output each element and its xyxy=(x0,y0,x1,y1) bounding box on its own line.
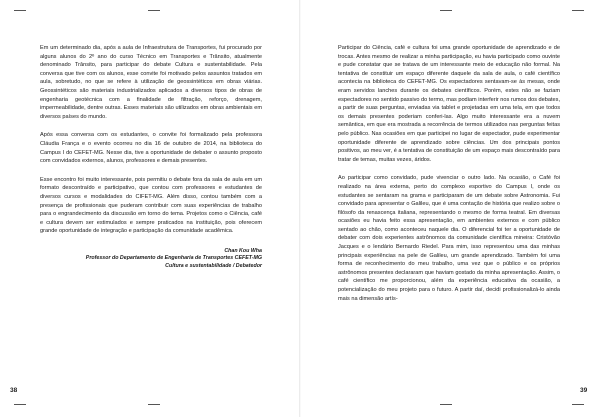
signature-name: Chan Kou Wha xyxy=(224,247,262,254)
paragraph: Participar do Ciência, café e cultura foi uma grande oportunidade de aprendizado e de trocas. Antes mesmo de realizar a minha participação, eu havia participado como ouvinte e pude constatar que se tratava de um interessante meio de educação não formal. Na tentativa de constituir um espaço diferente daquele da sala de aula, o café científico acontecia na biblioteca do CEFET-MG. Os espectadores sentavam-se às mesas, onde eram servidos lanches durante os debates científicos. Porém, estes não se faziam espectadores no sentido passivo do termo, mas podiam interferir nos rumos dos debates, a partir de suas perguntas, enviadas via tablet e projetadas em uma tela, em que todos os demais presentes poderiam conferi-las. Algo muito interessante era a nuvem semântica, em que era mostrada a recorrência de termos utilizados nas perguntas feitas pelo público. Nas ocasiões em que participei no lugar de espectador, pude experimentar oportunidade diferente de aprendizado sobre ciências. Um dos principais pontos positivos, ao meu ver, é a tentativa de constituição de um espaço mais descontraído para tratar de temas, muitas vezes, áridos. xyxy=(338,45,561,163)
paragraph: Em um determinado dia, após a aula de Infraestrutura de Transportes, fui procurado por alguns alunos do 2º ano do curso Técnico em Transportes e Trânsito, atualmente denominado Trânsito, para participar do debate Cultura e sustentabilidade. Pela conversa que tive com os alunos, esse convite foi motivado pelos assuntos tratados em aula, sobretudo, no que se refere à utilização de geossintéticos em obras viárias. Geossintéticos são materiais industrializados aplicados a diversos tipos de obras de engenharia geotécnica com a finalidade de filtração, reforço, drenagem, impermeabilidade, dentre outras. Esses materiais são utilizados em obras ambientais em diversos países do mundo. xyxy=(40,45,262,120)
crop-mark xyxy=(148,10,160,11)
crop-mark xyxy=(572,404,584,405)
right-text-column xyxy=(338,44,560,313)
signature-event: Cultura e sustentabilidade / Debatedor xyxy=(165,263,262,270)
signature-block xyxy=(40,248,262,271)
page-number: 39 xyxy=(580,387,588,394)
signature-role: Professor do Departamento de Engenharia de Transportes CEFET-MG xyxy=(85,255,262,262)
right-page xyxy=(300,0,600,417)
page-number: 38 xyxy=(10,387,18,394)
crop-mark xyxy=(14,10,26,11)
paragraph: Esse encontro foi muito interessante, pois permitiu o debate fora da sala de aula em um formato descontraído e participativo, que contou com professores e estudantes de diversos cursos e modalidades do CIFET-MG. Além disso, contou também com a presença de profissionais que puderam contribuir com suas experiências de trabalho para o engrandecimento da discussão em torno do tema. Projetos como o Ciência, café e cultura devem ser estimulados e sempre praticados na instituição, pois oferecem grande oportunidade de integração e participação da comunidade acadêmica. xyxy=(40,176,262,235)
crop-mark xyxy=(14,404,26,405)
crop-mark xyxy=(148,404,160,405)
paragraph: Ao participar como convidado, pude vivenciar o outro lado. Na ocasião, o Café foi realizado na área externa, perto do complexo esportivo do Campus I, onde os estudantes se sentaram na grama e participaram de um debate sobre Astronomia. Fui convidado para apresentar o Galileu, que é uma contação de história que realizo sobre o filósofo da renascença italiana, representando o mesmo de forma teatral. Em diversas ocasiões eu havia feito essa apresentação, em ambientes externos e com público sentado ao chão, como aconteceu naquele dia. O diferencial foi ter a oportunidade de debater com dois experientes astrônomos da comunidade científica mineira: Cristóvão Jacques e o lendário Bernardo Riedel. Para mim, isso representou uma das minhas principais experiências na pele de Galileu, um grande aprendizado. Também foi uma forma de reconhecimento do meu trabalho, uma vez que o público e os próprios astrônomos presentes declararam que haviam gostado da minha apresentação. Assim, o café científico me proporcionou, além da experiência educativa da ocasião, a potencialização do meu projeto para o futuro. A partir daí, decidi profissionalizá-lo ainda mais na dimensão artís- xyxy=(338,175,560,302)
crop-mark xyxy=(440,10,452,11)
paragraph: Após essa conversa com os estudantes, o convite foi formalizado pela professora Cláudia França e o evento ocorreu no dia 16 de outubro de 2014, na biblioteca do Campus I do CEFET-MG. Nesse dia, tive a oportunidade de debater o assunto proposto com convidados externos, alunos, professores e demais presentes. xyxy=(40,132,262,165)
crop-mark xyxy=(572,10,584,11)
crop-mark xyxy=(440,404,452,405)
left-text-column xyxy=(40,44,262,271)
